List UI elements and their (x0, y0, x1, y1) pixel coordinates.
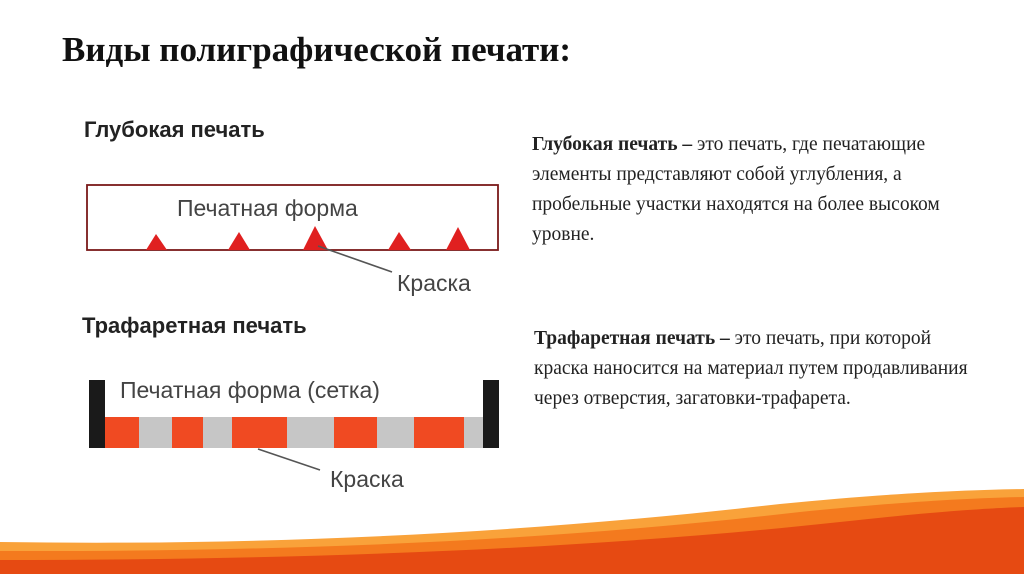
gravure-definition: это печать, где печатающие элементы представляют собой углубления, а пробельные участки находятся на более высоком уровне. (532, 134, 940, 245)
screen-ink-segment (414, 417, 464, 448)
screen-ink-segment (105, 417, 139, 448)
screen-ink-label: Краска (330, 466, 404, 492)
gravure-heading: Глубокая печать (84, 117, 265, 142)
gravure-term: Глубокая печать (532, 134, 678, 155)
screen-description (534, 324, 974, 414)
screen-ink-segment (172, 417, 203, 448)
screen-ink-segment (232, 417, 287, 448)
screen-frame-left (89, 380, 105, 448)
gravure-description (532, 130, 952, 250)
screen-ink-pointer (258, 449, 320, 470)
screen-term: Трафаретная печать (534, 328, 716, 349)
screen-definition: это печать, при которой краска наносится на материал путем продавливания через отверстия, загатовки-трафарета. (534, 328, 968, 409)
screen-heading: Трафаретная печать (82, 313, 307, 338)
gravure-dash: – (677, 134, 698, 155)
screen-form-label: Печатная форма (сетка) (120, 377, 380, 403)
screen-dash: – (715, 328, 735, 349)
slide-title: Виды полиграфической печати: (62, 30, 572, 69)
screen-frame-right (483, 380, 499, 448)
gravure-ink-label: Краска (397, 270, 471, 296)
screen-ink-segment (334, 417, 377, 448)
gravure-form-label: Печатная форма (177, 195, 358, 221)
